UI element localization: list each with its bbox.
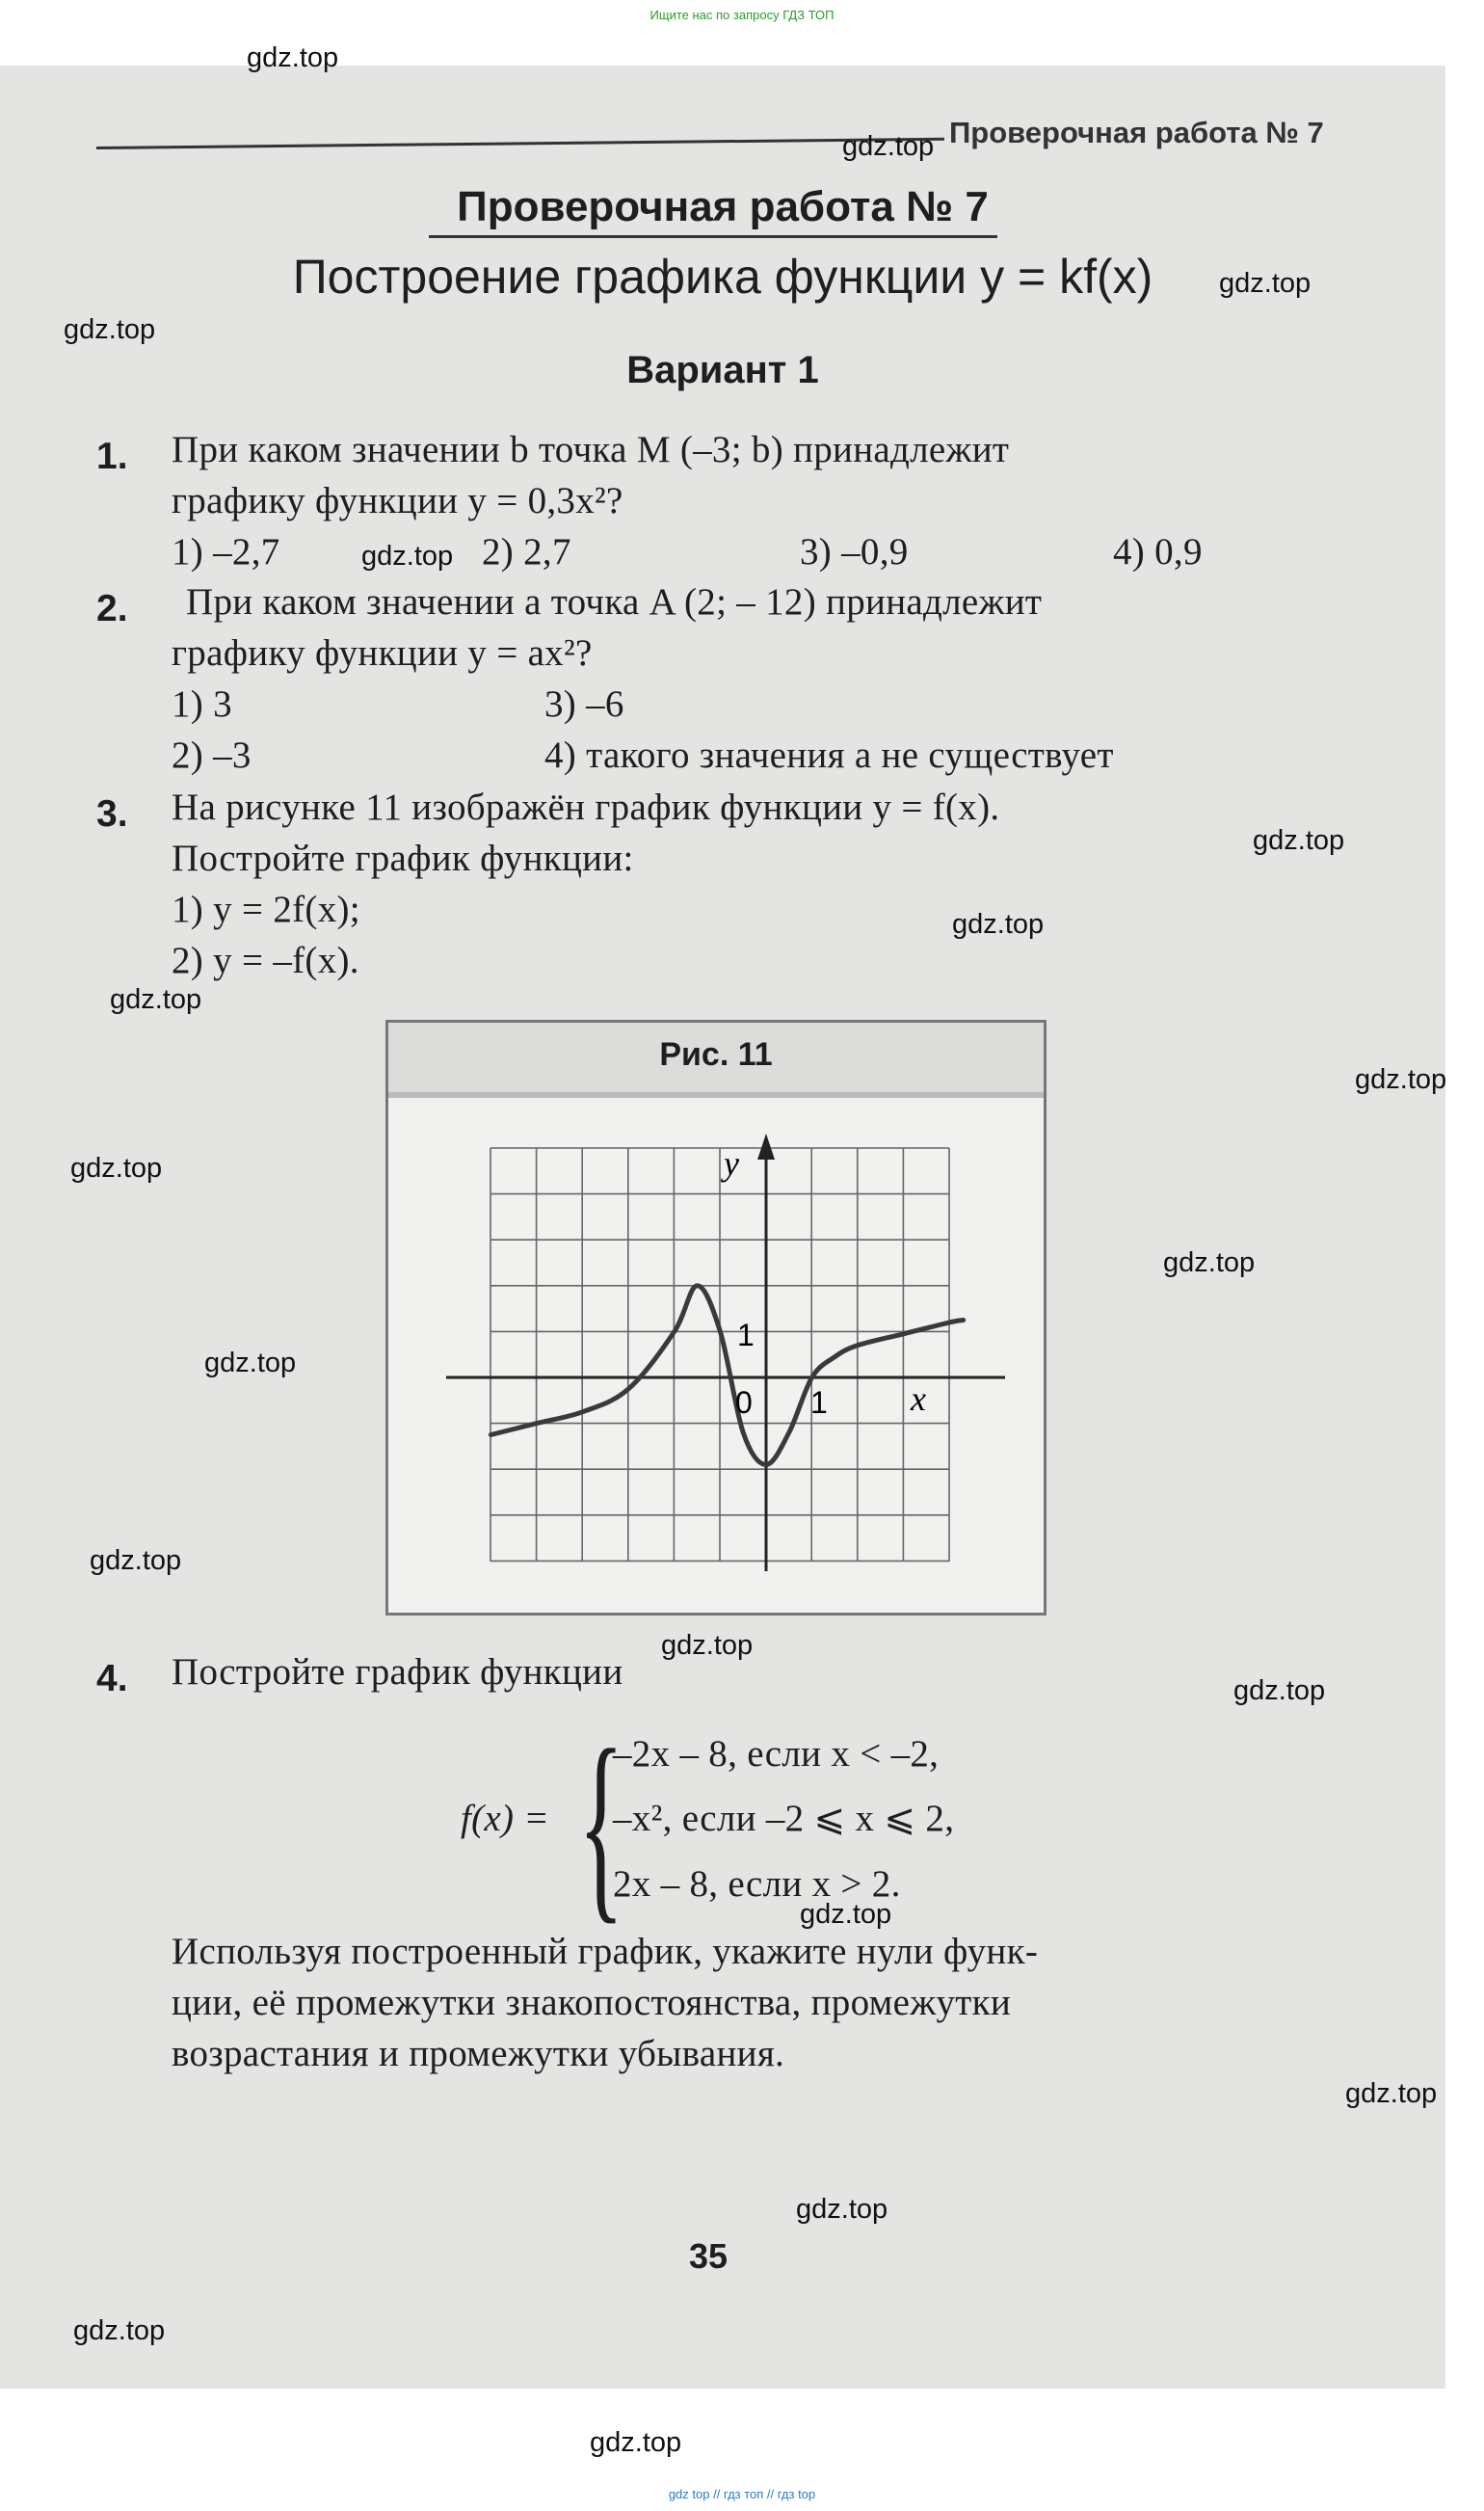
q4-text1: Используя построенный график, укажите нули функ- [172,1931,1039,1972]
figure-caption: Рис. 11 [659,1036,773,1073]
watermark: gdz.top [842,131,935,162]
y-unit-label: 1 [737,1318,755,1352]
q2-answer2: 2) –3 [172,735,252,776]
q4-text3: возрастания и промежутки убывания. [172,2033,785,2074]
watermark: gdz.top [590,2427,682,2458]
function-plot [388,1023,1044,1613]
watermark: gdz.top [70,1153,163,1184]
q4-case1: –2x – 8, если x < –2, [613,1733,940,1775]
q1-answer2: 2) 2,7 [482,531,571,573]
watermark: gdz.top [661,1630,754,1661]
watermark: gdz.top [1253,825,1345,856]
variant-label: Вариант 1 [626,349,819,391]
x-axis-label: x [911,1379,926,1418]
watermark: gdz.top [1345,2078,1438,2109]
piecewise-brace: { [578,1706,624,1941]
watermark: gdz.top [1355,1064,1447,1095]
q4-number: 4. [96,1658,128,1699]
watermark: gdz.top [796,2194,888,2225]
q2-answer1: 1) 3 [172,683,232,725]
plot-grid [490,1148,949,1562]
origin-label: 0 [735,1385,753,1420]
q3-number: 3. [96,793,128,835]
watermark: gdz.top [247,42,339,73]
watermark: gdz.top [90,1545,182,1576]
q4-fx-label: f(x) = [461,1798,549,1839]
q1-answer3: 3) –0,9 [800,531,909,573]
page-title: Проверочная работа № 7 [457,183,989,230]
figure-11 [385,1020,1047,1616]
running-header: Проверочная работа № 7 [949,116,1324,149]
y-axis-arrow [757,1134,775,1160]
q2-number: 2. [96,588,128,629]
function-curve [490,1286,963,1465]
q1-answer4: 4) 0,9 [1113,531,1203,573]
y-axis-label: y [724,1144,739,1183]
q2-line2: графику функции y = ax²? [172,632,593,674]
watermark: gdz.top [64,314,156,345]
x-unit-label: 1 [810,1385,828,1420]
watermark: gdz.top [1219,268,1312,299]
q2-answer3: 3) –6 [544,683,624,725]
page-number: 35 [689,2236,729,2276]
page-subtitle: Построение графика функции y = kf(x) [292,250,1153,304]
watermark: gdz.top [1163,1247,1256,1278]
q1-answer1: 1) –2,7 [172,531,280,573]
q2-line1: При каком значении a точка A (2; – 12) принадлежит [186,581,1043,623]
q3-item2: 2) y = –f(x). [172,940,359,981]
q4-case3: 2x – 8, если x > 2. [613,1863,901,1905]
q1-number: 1. [96,436,128,477]
q4-case2: –x², если –2 ⩽ x ⩽ 2, [613,1798,955,1839]
footer-note: gdz top // гдз топ // гдз top [668,2487,816,2501]
watermark: gdz.top [361,541,454,572]
title-underline [429,235,997,238]
watermark: gdz.top [110,984,202,1015]
watermark: gdz.top [204,1348,297,1378]
q4-line1: Постройте график функции [172,1651,623,1693]
q1-line1: При каком значении b точка M (–3; b) принадлежит [172,429,1010,470]
watermark: gdz.top [800,1899,892,1930]
top-note: Ищите нас по запросу ГДЗ ТОП [649,8,835,22]
q3-line1: На рисунке 11 изображён график функции y = f(x). [172,787,1000,828]
watermark: gdz.top [73,2315,166,2346]
q1-line2: графику функции y = 0,3x²? [172,480,623,521]
watermark: gdz.top [952,909,1045,940]
watermark: gdz.top [1233,1675,1326,1706]
q2-answer4: 4) такого значения a не существует [544,735,1114,776]
q4-text2: ции, её промежутки знакопостоянства, промежутки [172,1982,1012,2023]
q3-line2: Постройте график функции: [172,838,634,879]
q3-item1: 1) y = 2f(x); [172,889,360,930]
